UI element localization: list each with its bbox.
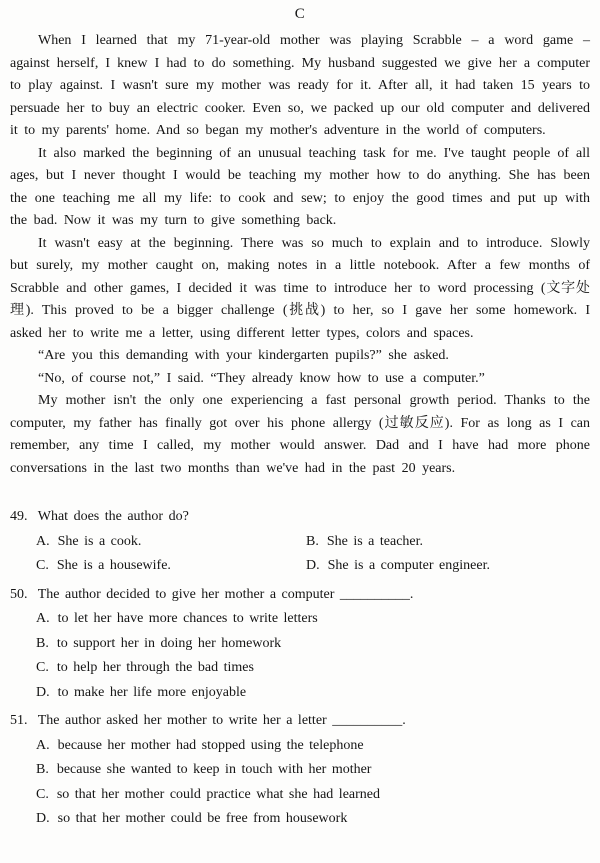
option-c: [36, 554, 306, 578]
option-d: [36, 807, 590, 831]
option-a: [36, 530, 306, 554]
option-d: [306, 554, 590, 578]
question-51-options: [36, 734, 590, 831]
option-text: to support her in doing her homework: [56, 635, 282, 651]
question-51-stem-row: [10, 709, 590, 733]
option-b: [36, 632, 590, 656]
option-c: [36, 656, 590, 680]
option-text: so that her mother could practice what she had learned: [56, 786, 380, 802]
option-text: She is a cook.: [57, 533, 142, 549]
option-d: [36, 681, 590, 705]
option-label: C.: [36, 786, 49, 802]
option-b: [36, 758, 590, 782]
question-number: 49.: [10, 509, 28, 524]
option-label: D.: [36, 684, 50, 700]
option-a: [36, 734, 590, 758]
question-stem: The author decided to give her mother a computer __________.: [37, 586, 414, 602]
passage-paragraph-2: It also marked the beginning of an unusual teaching task for me. I've taught people of all ages, but I never thought I would be teaching my mother how to do anything. She has been the one teaching me all my life: to cook and sew; to enjoy the good times and put up with the bad. Now it was my turn to give something back.: [10, 145, 590, 228]
option-label: B.: [36, 635, 49, 651]
option-b: [306, 530, 590, 554]
passage-paragraph-1: When I learned that my 71-year-old mother was playing Scrabble – a word game – against herself, I knew I had to do something. My husband suggested we give her a computer to play against. I wasn't sure my mother was ready for it. After all, it had taken 15 years to persuade her to buy an electric cooker. Even so, we packed up our old computer and delivered it to my parents' home. And so began my mother's adventure in the world of computers.: [10, 33, 590, 138]
option-c: [36, 783, 590, 807]
option-label: A.: [36, 533, 50, 549]
option-text: because her mother had stopped using the telephone: [57, 737, 364, 753]
option-text: because she wanted to keep in touch with her mother: [56, 762, 372, 777]
reading-passage: [10, 30, 590, 480]
question-50-options: [36, 607, 590, 704]
option-text: She is a housewife.: [56, 558, 171, 573]
option-text: She is a computer engineer.: [327, 558, 490, 573]
option-label: C.: [36, 660, 49, 675]
question-number: 50.: [10, 586, 28, 602]
option-label: C.: [36, 558, 49, 573]
passage-paragraph-4: “Are you this demanding with your kindergarten pupils?” she asked.: [38, 348, 449, 363]
passage-paragraph-6: My mother isn't the only one experiencing a fast personal growth period. Thanks to the computer, my father has finally got over his phone allergy (过敏反应). For as long as I can remember, any time I called, my mother would answer. Dad and I have had more phone conversations in the last two months than we've had in the past 20 years.: [10, 393, 590, 476]
question-number: 51.: [10, 713, 28, 728]
question-49: [10, 505, 590, 578]
question-50-stem-row: [10, 583, 590, 607]
section-label: C: [294, 6, 306, 22]
question-49-options: [36, 529, 590, 578]
option-label: A.: [36, 737, 50, 753]
option-text: so that her mother could be free from housework: [57, 811, 348, 826]
option-text: to help her through the bad times: [56, 660, 254, 675]
option-text: to make her life more enjoyable: [57, 684, 247, 700]
option-a: [36, 607, 590, 631]
option-text: to let her have more chances to write letters: [57, 611, 318, 626]
question-stem: What does the author do?: [37, 509, 189, 524]
passage-paragraph-5: “No, of course not,” I said. “They already know how to use a computer.”: [38, 370, 485, 386]
option-text: She is a teacher.: [326, 533, 424, 549]
questions-section: [10, 505, 590, 831]
question-51: [10, 709, 590, 831]
option-label: B.: [36, 762, 49, 777]
question-50: [10, 583, 590, 705]
option-label: A.: [36, 611, 50, 626]
question-49-stem-row: [10, 505, 590, 529]
option-label: B.: [306, 533, 319, 549]
passage-paragraph-3: It wasn't easy at the beginning. There was so much to explain and to introduce. Slowly but surely, my mother caught on, making notes in a little notebook. After a few months of Scrabble and other games, I decided it was time to introduce her to word processing (文字处理). This proved to be a bigger challenge (挑战) to her, so I gave her some homework. I asked her to write me a letter, using different letter types, colors and spaces.: [10, 235, 590, 341]
option-label: D.: [306, 558, 320, 573]
question-stem: The author asked her mother to write her a letter __________.: [37, 713, 406, 728]
option-label: D.: [36, 811, 50, 826]
